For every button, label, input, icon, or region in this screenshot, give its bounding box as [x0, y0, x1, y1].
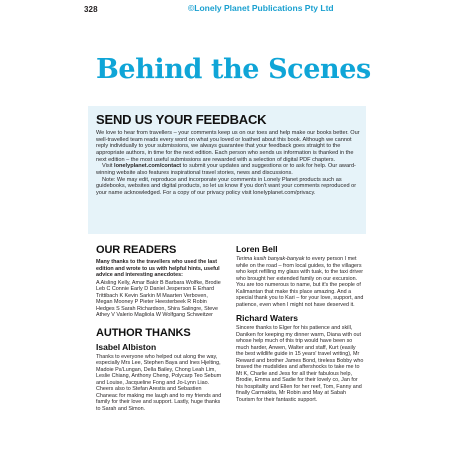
left-column: [96, 244, 222, 412]
visit-prefix: Visit: [102, 163, 115, 170]
feedback-visit-paragraph: [96, 163, 362, 176]
author-text-richard: Sincere thanks to Elger for his patience and skill, Daniken for keeping my dinner warm, Diana with out whose help much of this trip would have been so much harder, Anwen, Walter and staff, Kurt (easily the best wildlife guide in 15 years' travel writing), Mr Reward and brother James Bond, tireless Bobby who braved the mudslides and aftershocks to take me to Mt K, Charlie and Jess for all their fabulous help, Brodie, Emma and Sadie for their lovely co, Jan for his hospitality and Ellen for her reef, Tom, Fanny and finally Carmakita, Mr Robin and May at Sabah Tourism for their fantastic support.: [236, 325, 364, 403]
author-name-isabel: Isabel Albiston: [96, 341, 157, 352]
author-text-isabel: Thanks to everyone who helped out along the way, especially Mrs Lee, Stephen Baya and Ines Hjelting, Madoie Pa'Lungan, Della Bailey, Chong Leah Lim, Leslie Chiang, Anthony Cheng, Polycarp Teo Sebum and Louise, Jacqueline Fong and Jo-Lynn Liao. Cheers also to Stefan Arestis and Sebastien Chaneac for making me laugh and to my friends and family for their love and support. Lastly, huge thanks to Sarah and Simon.: [96, 353, 222, 412]
author-thanks-heading: AUTHOR THANKS: [96, 326, 191, 339]
feedback-note: Note: We may edit, reproduce and incorporate your comments in Lonely Planet products such as guidebooks, websites and digital products, so let us know if you don't want your comments reproduced or your name acknowledged. For a copy of our privacy policy visit lonelyplanet.com/privacy.: [96, 176, 357, 196]
readers-names: A Aisling Kelly, Amar Bakir B Barbara Wolfke, Brodie Leb C Connie Early D Daniel Jesperson E Erhard Trittibach K Kevin Sarkin M Maarten Verboven, Megan Mooney P Pieter Heesterbeek R Robin Hedges S Sarah Richardson, Shira Salingre, Steve Athey V Valerio Magliola W Wolfgang Schweitzer: [96, 279, 221, 318]
page-title: Behind the Scenes: [96, 54, 371, 85]
right-column: [236, 244, 364, 403]
visit-suffix: to submit your updates and suggestions or to ask for help. Our award-winning website also features inspirational travel stories, news and discussions.: [96, 163, 356, 176]
contact-link[interactable]: lonelyplanet.com/contact: [114, 163, 182, 170]
loren-italic-phrase: Terima kasih banyak-banyak: [236, 256, 305, 262]
page-number: 328: [84, 5, 98, 14]
feedback-heading: SEND US YOUR FEEDBACK: [96, 112, 267, 127]
loren-text: to every person I met while on the road – from local guides, to the villagers who kept refilling my glass with tuak, to the taxi driver who brought her extended family on our excursion. You are too numerous to name, but it's the people of Kalimantan that make this place amazing. And a special thank you to Kari – for your love, support, and patience, even when I might not have deserved it.: [236, 256, 364, 308]
feedback-paragraph: We love to hear from travellers – your comments keep us on our toes and help make our books better. Our well-travelled team reads every word on what you loved or loathed about this book. Although we cannot reply individually to your submissions, we always guarantee that your feedback goes straight to the appropriate authors, in time for the next edition. Each person who sends us information is thanked in the next edition – the most useful submissions are rewarded with a selection of digital PDF chapters.: [96, 130, 360, 163]
page-header: [0, 0, 456, 30]
copyright-notice: ©Lonely Planet Publications Pty Ltd: [188, 3, 334, 13]
author-name-richard: Richard Waters: [236, 313, 299, 323]
readers-heading: OUR READERS: [96, 244, 177, 256]
readers-intro: Many thanks to the travellers who used the last edition and wrote to us with helpful hints, useful advice and interesting anecdotes:: [96, 259, 220, 278]
author-text-loren: [236, 256, 364, 308]
author-name-loren: Loren Bell: [236, 244, 278, 254]
feedback-body: [96, 130, 362, 197]
